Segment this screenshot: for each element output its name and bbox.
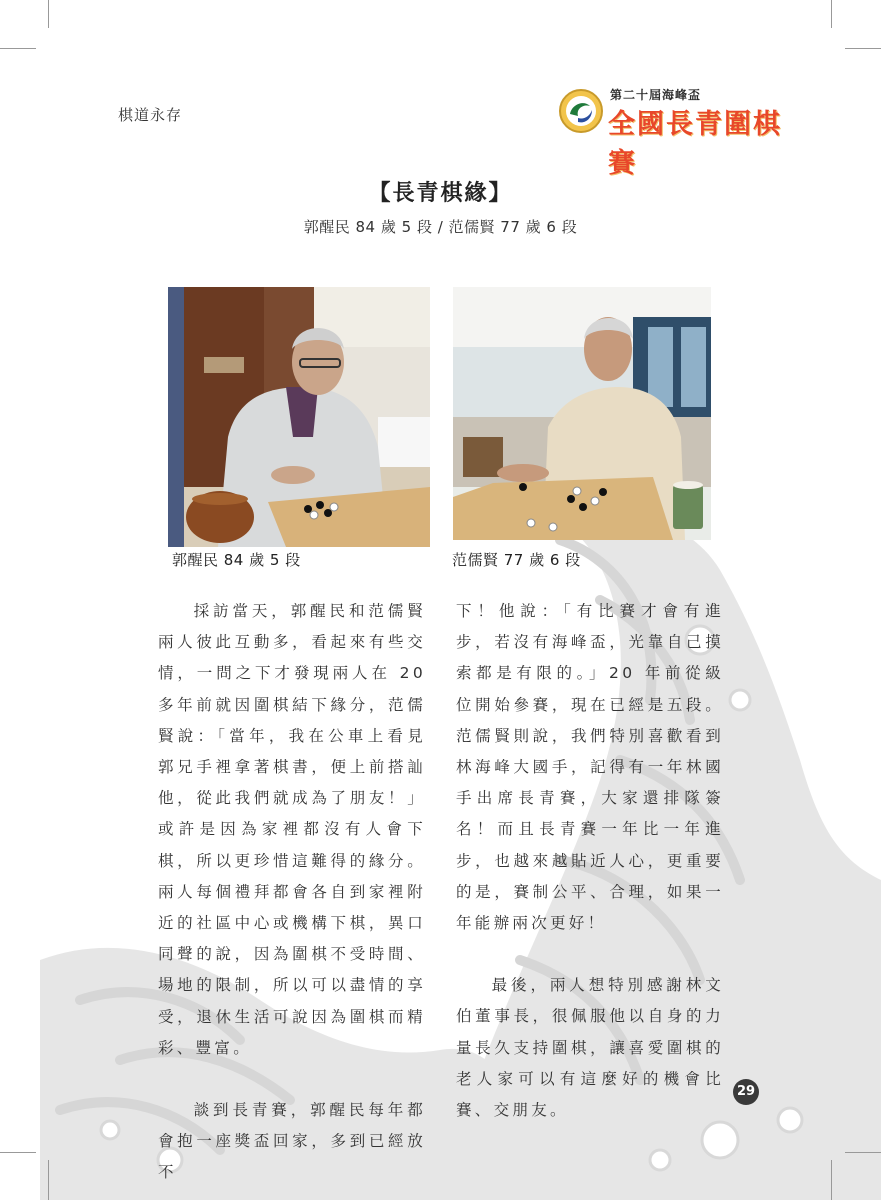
- crop-mark: [0, 1152, 36, 1153]
- photo-player-2: [453, 287, 711, 540]
- crop-mark: [48, 1160, 49, 1200]
- logo-title: 全國長青圍棋賽: [608, 109, 782, 179]
- logo-subtitle: 第二十屆海峰盃: [610, 88, 702, 102]
- article-subtitle: 郭醒民 84 歲 5 段 / 范儒賢 77 歲 6 段: [303, 218, 578, 236]
- body-paragraph: 談到長青賽，郭醒民每年都會抱一座獎盃回家，多到已經放不: [158, 1101, 426, 1182]
- tournament-logo: [558, 86, 798, 179]
- photo-caption: 范儒賢 77 歲 6 段: [452, 551, 581, 569]
- page-number: 29: [733, 1079, 759, 1105]
- body-column-left: [158, 596, 426, 1189]
- body-paragraph: 下！他說：「有比賽才會有進步，若沒有海峰盃，光靠自己摸索都是有限的。」20 年前從級位開始參賽，現在已經是五段。 范儒賢則說，我們特別喜歡看到林海峰大國手，記得有一年林國手出席長青賽，大家還排隊簽名！而且長青賽一年比一年進步，也越來越貼近人心，更重要的是，賽制公平、合理，如果一年能辦兩次更好！: [456, 602, 724, 933]
- crop-mark: [831, 1160, 832, 1200]
- logo-emblem-icon: [558, 88, 604, 134]
- body-paragraph: 採訪當天，郭醒民和范儒賢兩人彼此互動多，看起來有些交情，一問之下才發現兩人在 20 多年前就因圍棋結下緣分，范儒賢說：「當年，我在公車上看見郭兄手裡拿著棋書，便上前搭訕他，從此我們就成為了朋友！」或許是因為家裡都沒有人會下棋，所以更珍惜這難得的緣分。兩人每個禮拜都會各自到家裡附近的社區中心或機構下棋，異口同聲的說，因為圍棋不受時間、場地的限制，所以可以盡情的享受，退休生活可說因為圍棋而精彩、豐富。: [158, 602, 426, 1057]
- body-paragraph: 最後，兩人想特別感謝林文伯董事長，很佩服他以自身的力量長久支持圍棋，讓喜愛圍棋的老人家可以有這麼好的機會比賽、交朋友。: [456, 976, 724, 1120]
- crop-mark: [845, 1152, 881, 1153]
- photo-player-1: [168, 287, 430, 547]
- section-title: 棋道永存: [118, 106, 183, 124]
- crop-mark: [845, 48, 881, 49]
- crop-mark: [0, 48, 36, 49]
- body-column-right: [456, 596, 724, 1126]
- article-title: 【長青棋緣】: [368, 181, 513, 206]
- crop-mark: [48, 0, 49, 28]
- photo-caption: 郭醒民 84 歲 5 段: [172, 551, 301, 569]
- crop-mark: [831, 0, 832, 28]
